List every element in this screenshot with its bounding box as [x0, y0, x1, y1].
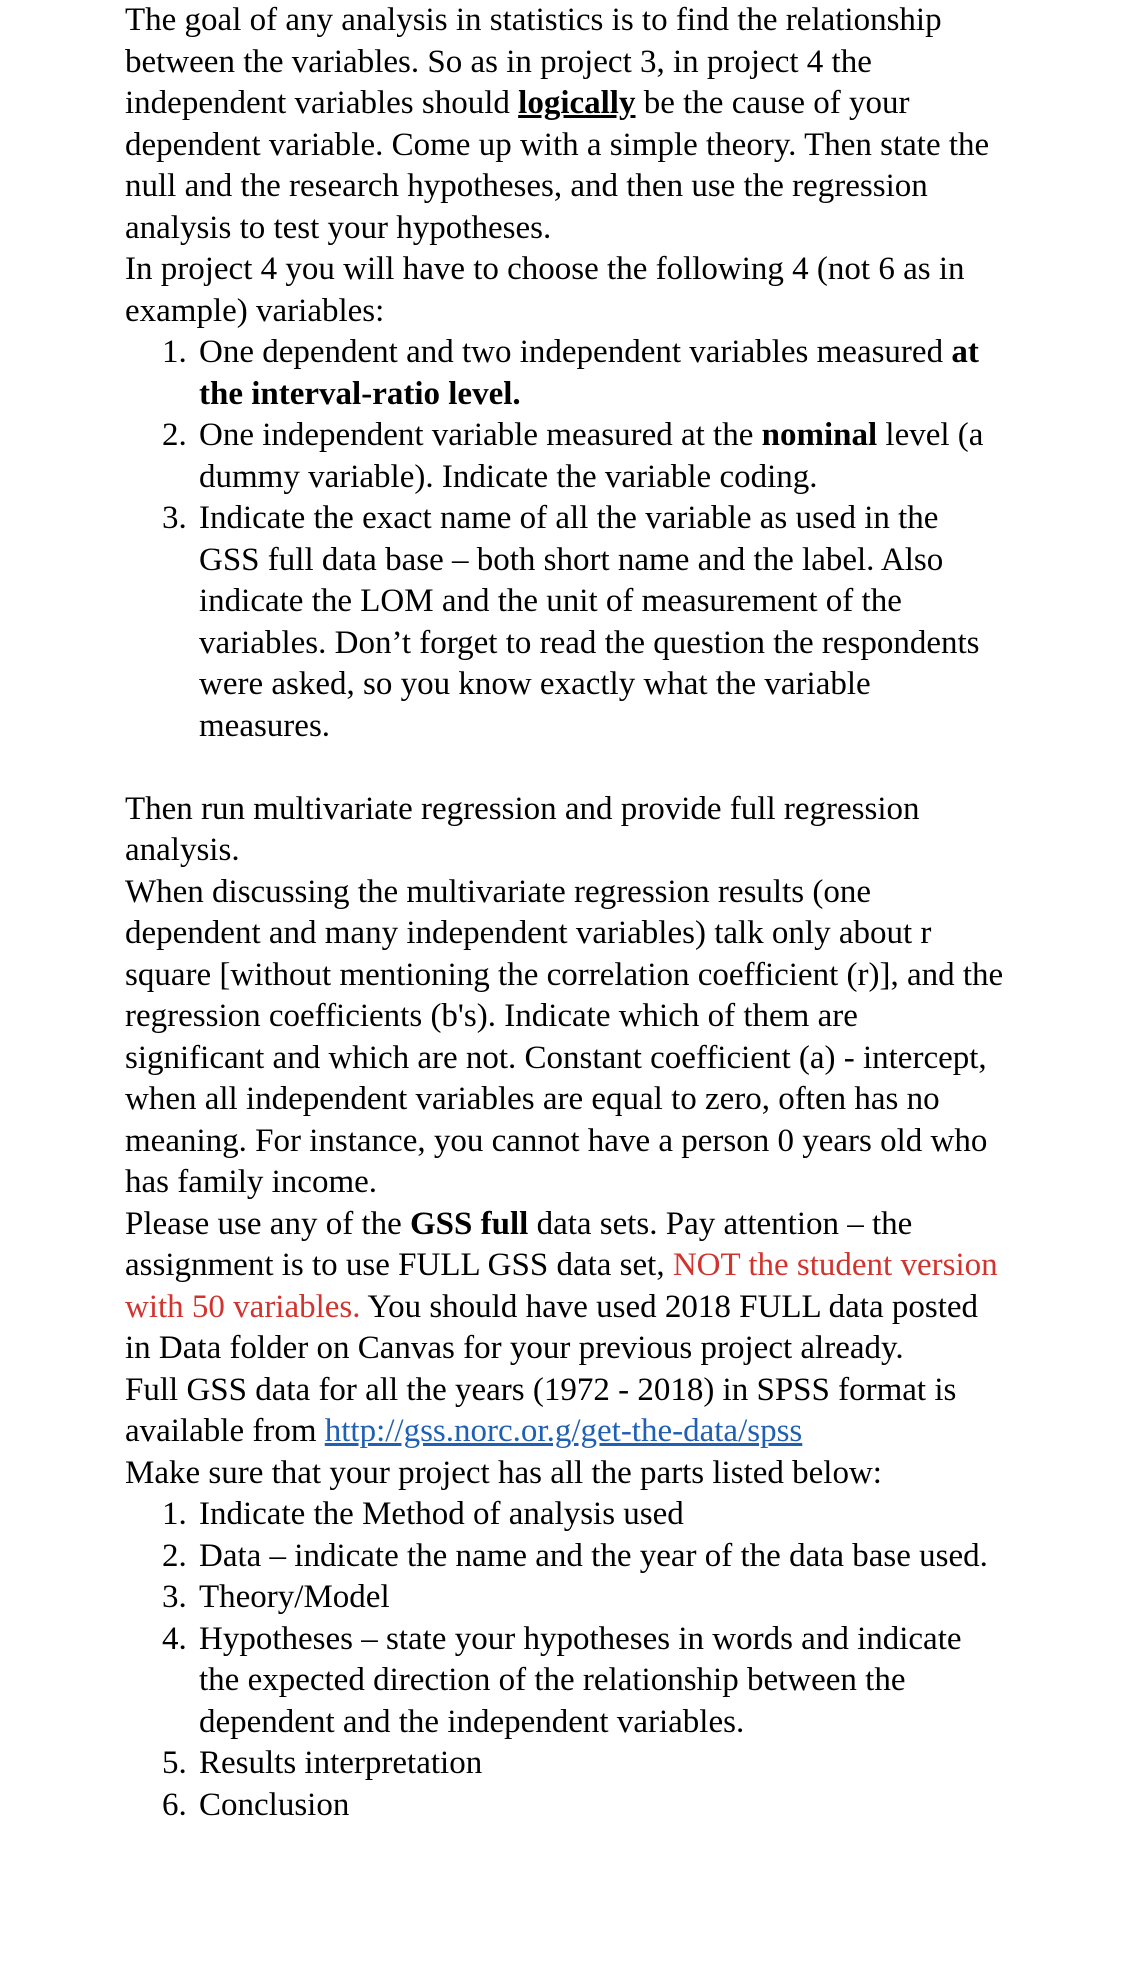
gss-text-after: You should have used 2018 FULL data posted in Data folder on Canvas for your previous project already.	[125, 1288, 979, 1366]
project-parts-list	[125, 1494, 1005, 1826]
intro-paragraph	[125, 0, 1005, 249]
list-item: 5. Results interpretation	[195, 1743, 1005, 1785]
list-item-bold: nominal	[761, 417, 878, 453]
list-item-after: level (a dummy variable). Indicate the variable coding.	[199, 417, 984, 495]
gss-full-emphasis: GSS full	[410, 1205, 529, 1242]
choose-variables-intro: In project 4 you will have to choose the following 4 (not 6 as in example) variables:	[125, 251, 965, 329]
list-item: 2. Data – indicate the name and the year of the data base used.	[195, 1536, 1005, 1578]
list-item: 1. Indicate the Method of analysis used	[195, 1494, 1005, 1536]
list-item	[195, 415, 1005, 498]
full-data-text: Full GSS data for all the years (1972 - 2018) in SPSS format is available from	[125, 1371, 957, 1449]
run-regression-paragraph: Then run multivariate regression and provide full regression analysis.	[125, 790, 920, 868]
list-item-text: One independent variable measured at the	[199, 417, 762, 453]
list-item-text: Indicate the exact name of all the variable as used in the GSS full data base – both short name and the label. Also indicate the LOM and the unit of measurement of the variables. Don’t forget to read the question the respondents were asked, so you know exactly what the variable measures.	[199, 500, 980, 744]
gss-text-mid: data sets. Pay attention – the assignment is to use FULL GSS data set,	[125, 1205, 913, 1283]
list-item: 3. Theory/Model	[195, 1577, 1005, 1619]
variable-requirements-list	[125, 332, 1005, 747]
list-item-text: One dependent and two independent variables measured	[199, 334, 952, 370]
gss-spss-link[interactable]: http://gss.norc.or.g/get-the-data/spss	[324, 1413, 803, 1449]
logically-emphasis: logically	[518, 85, 636, 121]
blank-line	[125, 747, 1005, 789]
list-item-bold: at the interval-ratio level.	[199, 334, 979, 412]
checklist-intro: Make sure that your project has all the parts listed below:	[125, 1454, 882, 1491]
full-data-paragraph	[125, 1370, 1005, 1453]
document-page	[125, 0, 1005, 1826]
intro-text: The goal of any analysis in statistics is to find the relationship between the variables. So as in project 3, in project 4 the independent variables should	[125, 2, 942, 121]
intro-text-continued: be the cause of your dependent variable. Come up with a simple theory. Then state the null and the research hypotheses, and then use the regression analysis to test your hypotheses.	[125, 85, 990, 246]
not-student-version-warning: NOT the student version with 50 variables.	[125, 1247, 998, 1325]
list-item: 4. Hypotheses – state your hypotheses in words and indicate the expected direction of the relationship between the dependent and the independent variables.	[195, 1619, 1005, 1744]
list-item	[195, 332, 1005, 415]
discussion-paragraph: When discussing the multivariate regression results (one dependent and many independent variables) talk only about r square [without mentioning the correlation coefficient (r)], and the regression coefficients (b's). Indicate which of them are significant and which are not. Constant coefficient (a) - intercept, when all independent variables are equal to zero, often has no meaning. For instance, you cannot have a person 0 years old who has family income.	[125, 873, 1004, 1200]
gss-text: Please use any of the	[125, 1205, 410, 1242]
list-item	[195, 498, 1005, 747]
list-item: 6. Conclusion	[195, 1785, 1005, 1827]
gss-paragraph	[125, 1204, 1005, 1370]
